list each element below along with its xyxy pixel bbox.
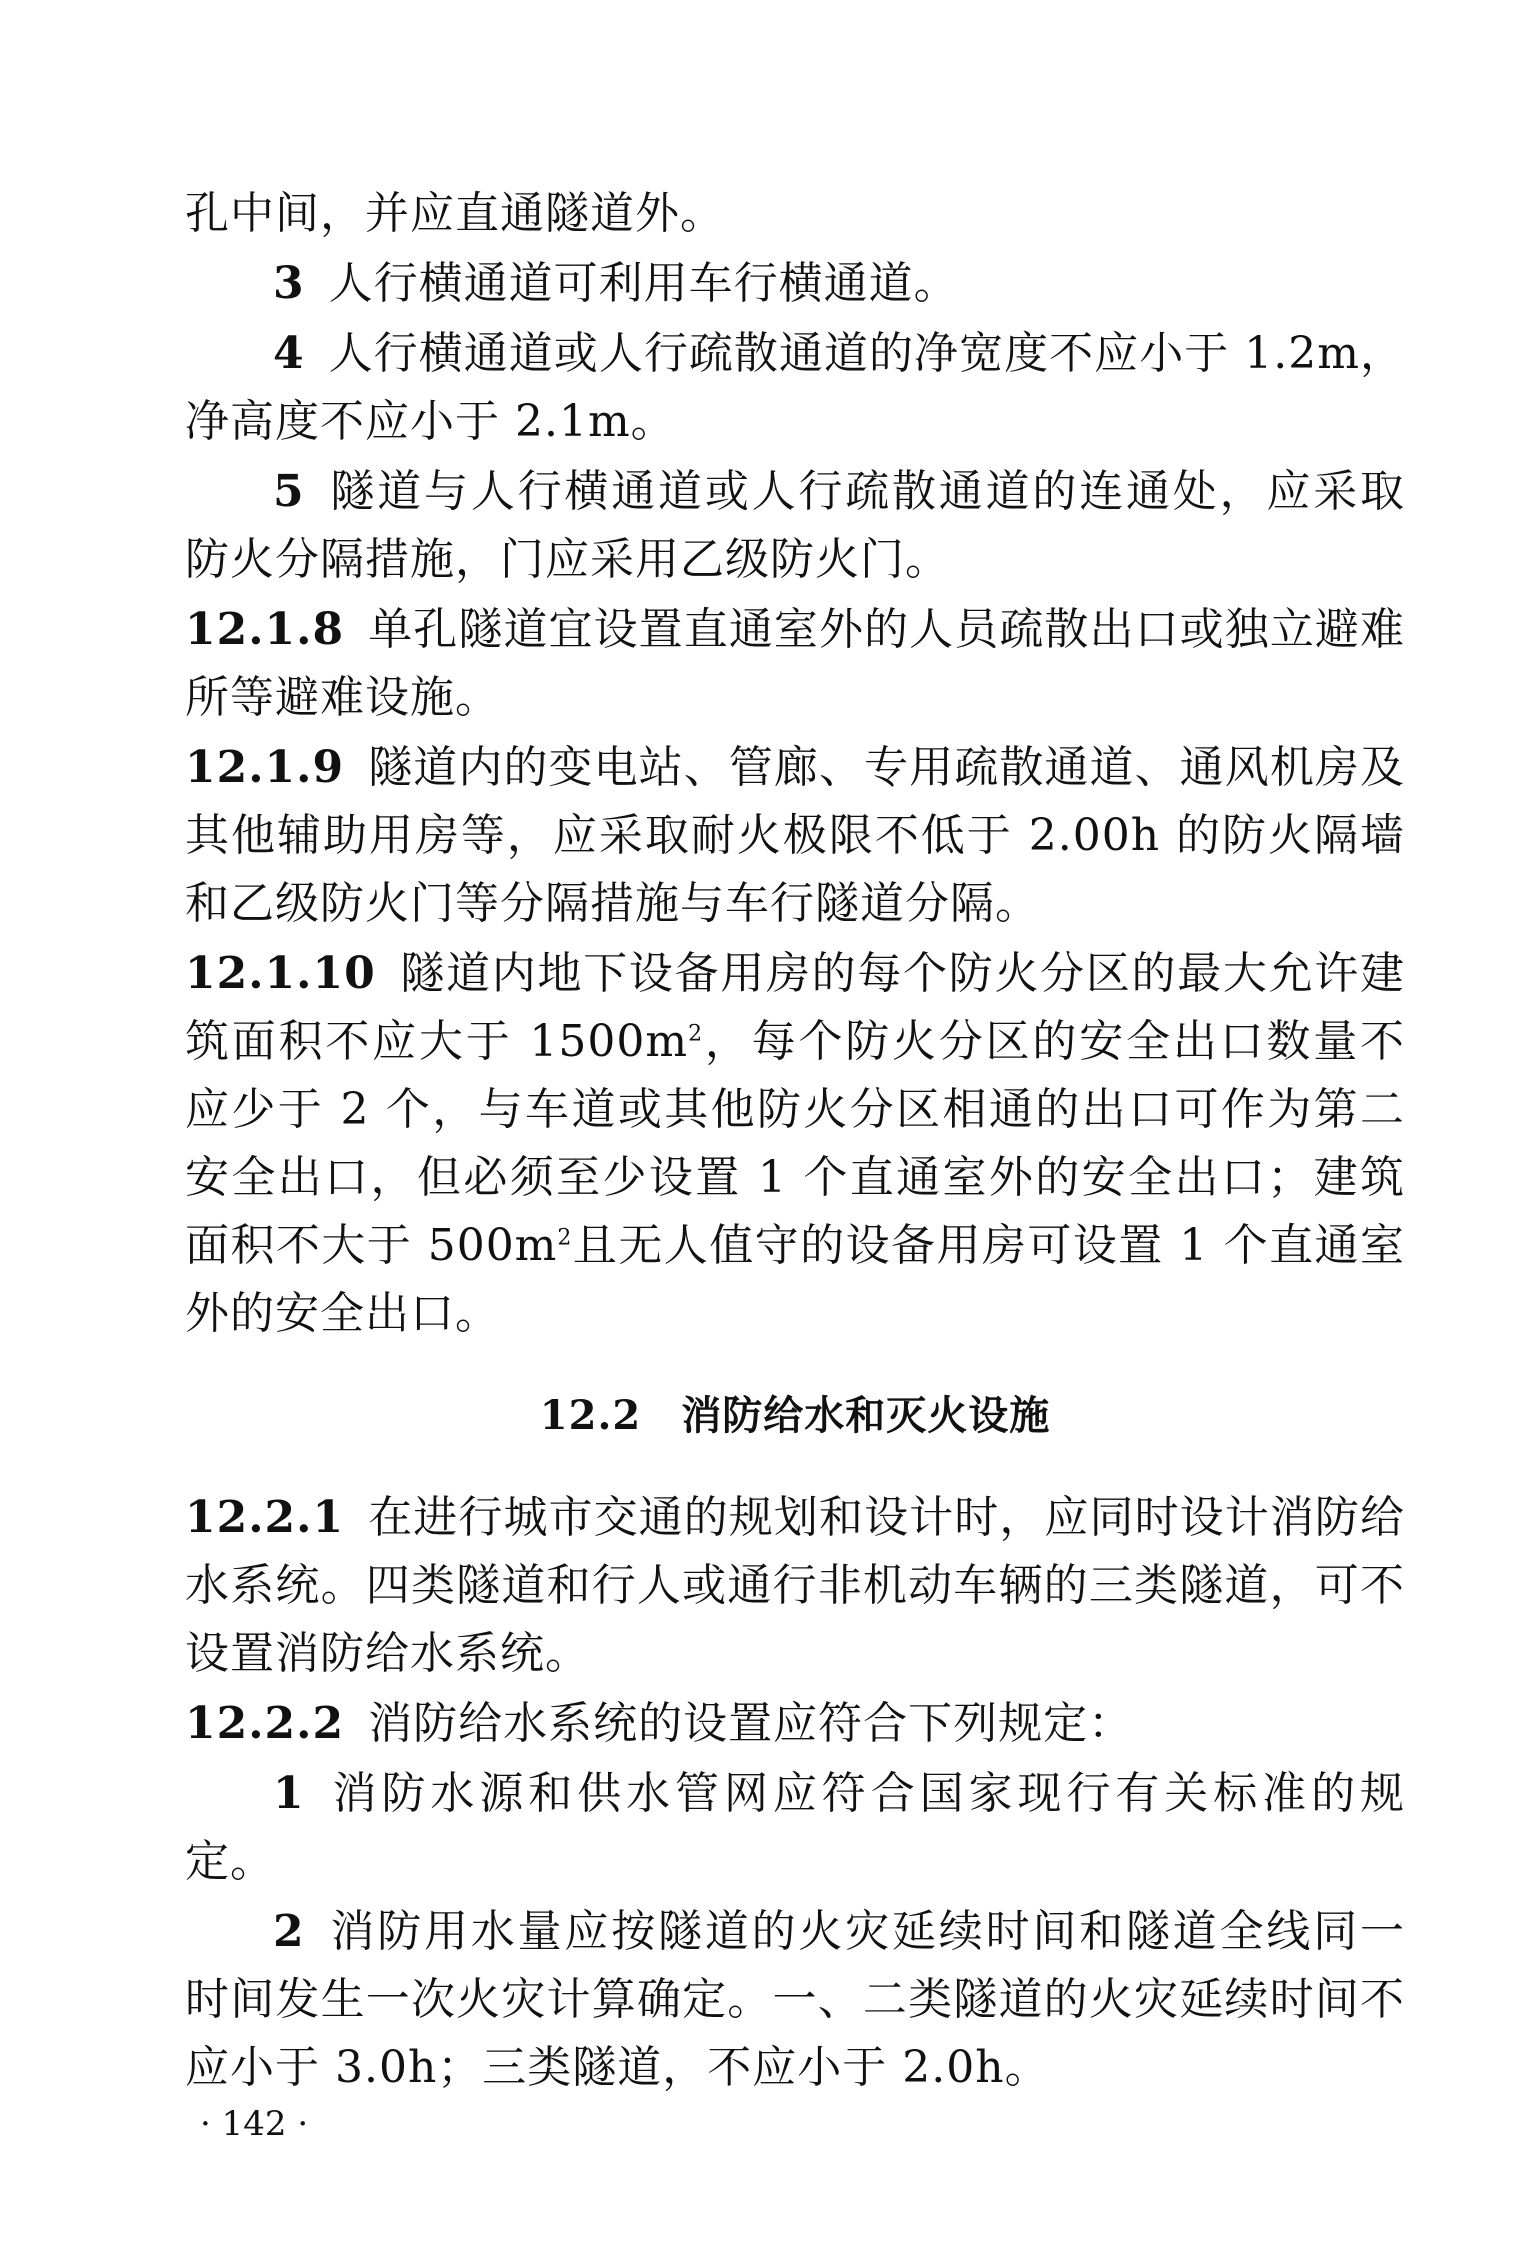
paragraph-text: 孔中间，并应直通隧道外。 [185, 188, 725, 239]
page-number: · 142 · [200, 2104, 309, 2144]
superscript-2: 2 [688, 1021, 704, 1047]
paragraph-continuation [185, 180, 1405, 248]
clause-text-part-a: 隧道内地下设备用房的每个防火分区的最大允许建筑面积不应大于 1500m [185, 948, 1405, 1067]
clause-text-part-b: ，每个防火分区的安全出口数量不应少于 2 个，与车道或其他防火分区相通的出口可作为第二安全出口，但必须至少设置 1 个直通室外的安全出口；建筑面积不大于 500m [185, 1016, 1406, 1271]
list-item-number: 1 [273, 1768, 305, 1819]
list-item-text: 人行横通道或人行疏散通道的净宽度不应小于 1.2m，净高度不应小于 2.1m。 [185, 328, 1405, 447]
clause-number: 12.1.8 [185, 604, 345, 655]
section-heading [185, 1382, 1405, 1450]
list-item-text: 消防水源和供水管网应符合国家现行有关标准的规定。 [185, 1768, 1405, 1887]
clause-number: 12.1.10 [185, 948, 376, 999]
clause-text: 在进行城市交通的规划和设计时，应同时设计消防给水系统。四类隧道和行人或通行非机动车辆的三类隧道，可不设置消防给水系统。 [185, 1492, 1405, 1679]
clause-text: 隧道内的变电站、管廊、专用疏散通道、通风机房及其他辅助用房等，应采取耐火极限不低于 2.00h 的防火隔墙和乙级防火门等分隔措施与车行隧道分隔。 [185, 742, 1405, 929]
superscript-2: 2 [557, 1225, 573, 1251]
list-item [185, 250, 1405, 318]
clause-number: 12.2.2 [185, 1698, 345, 1749]
clause-text: 单孔隧道宜设置直通室外的人员疏散出口或独立避难所等避难设施。 [185, 604, 1405, 723]
clause-text-part-c: 且无人值守的设备用房可设置 1 个直通室外的安全出口。 [185, 1220, 1405, 1339]
clause-12-1-10 [185, 940, 1405, 1348]
clause-12-2-1 [185, 1484, 1405, 1688]
list-item-number: 3 [273, 258, 305, 309]
list-item-number: 2 [273, 1906, 305, 1957]
list-item-text: 消防用水量应按隧道的火灾延续时间和隧道全线同一时间发生一次火灾计算确定。一、二类隧道的火灾延续时间不应小于 3.0h；三类隧道，不应小于 2.0h。 [185, 1906, 1405, 2093]
clause-12-1-8 [185, 596, 1405, 732]
list-item-text: 人行横通道可利用车行横通道。 [328, 258, 959, 309]
list-item [185, 320, 1405, 456]
page-content [185, 180, 1405, 2104]
list-item [185, 458, 1405, 594]
list-item [185, 1898, 1405, 2102]
clause-text: 消防给水系统的设置应符合下列规定： [368, 1698, 1134, 1749]
clause-number: 12.2.1 [185, 1492, 345, 1543]
list-item-number: 4 [273, 328, 305, 379]
section-title: 消防给水和灭火设施 [681, 1392, 1051, 1439]
list-item [185, 1760, 1405, 1896]
list-item-number: 5 [273, 466, 305, 517]
clause-12-1-9 [185, 734, 1405, 938]
clause-12-2-2 [185, 1690, 1405, 1758]
section-number: 12.2 [539, 1392, 642, 1439]
list-item-text: 隧道与人行横通道或人行疏散通道的连通处，应采取防火分隔措施，门应采用乙级防火门。 [185, 466, 1405, 585]
clause-number: 12.1.9 [185, 742, 345, 793]
